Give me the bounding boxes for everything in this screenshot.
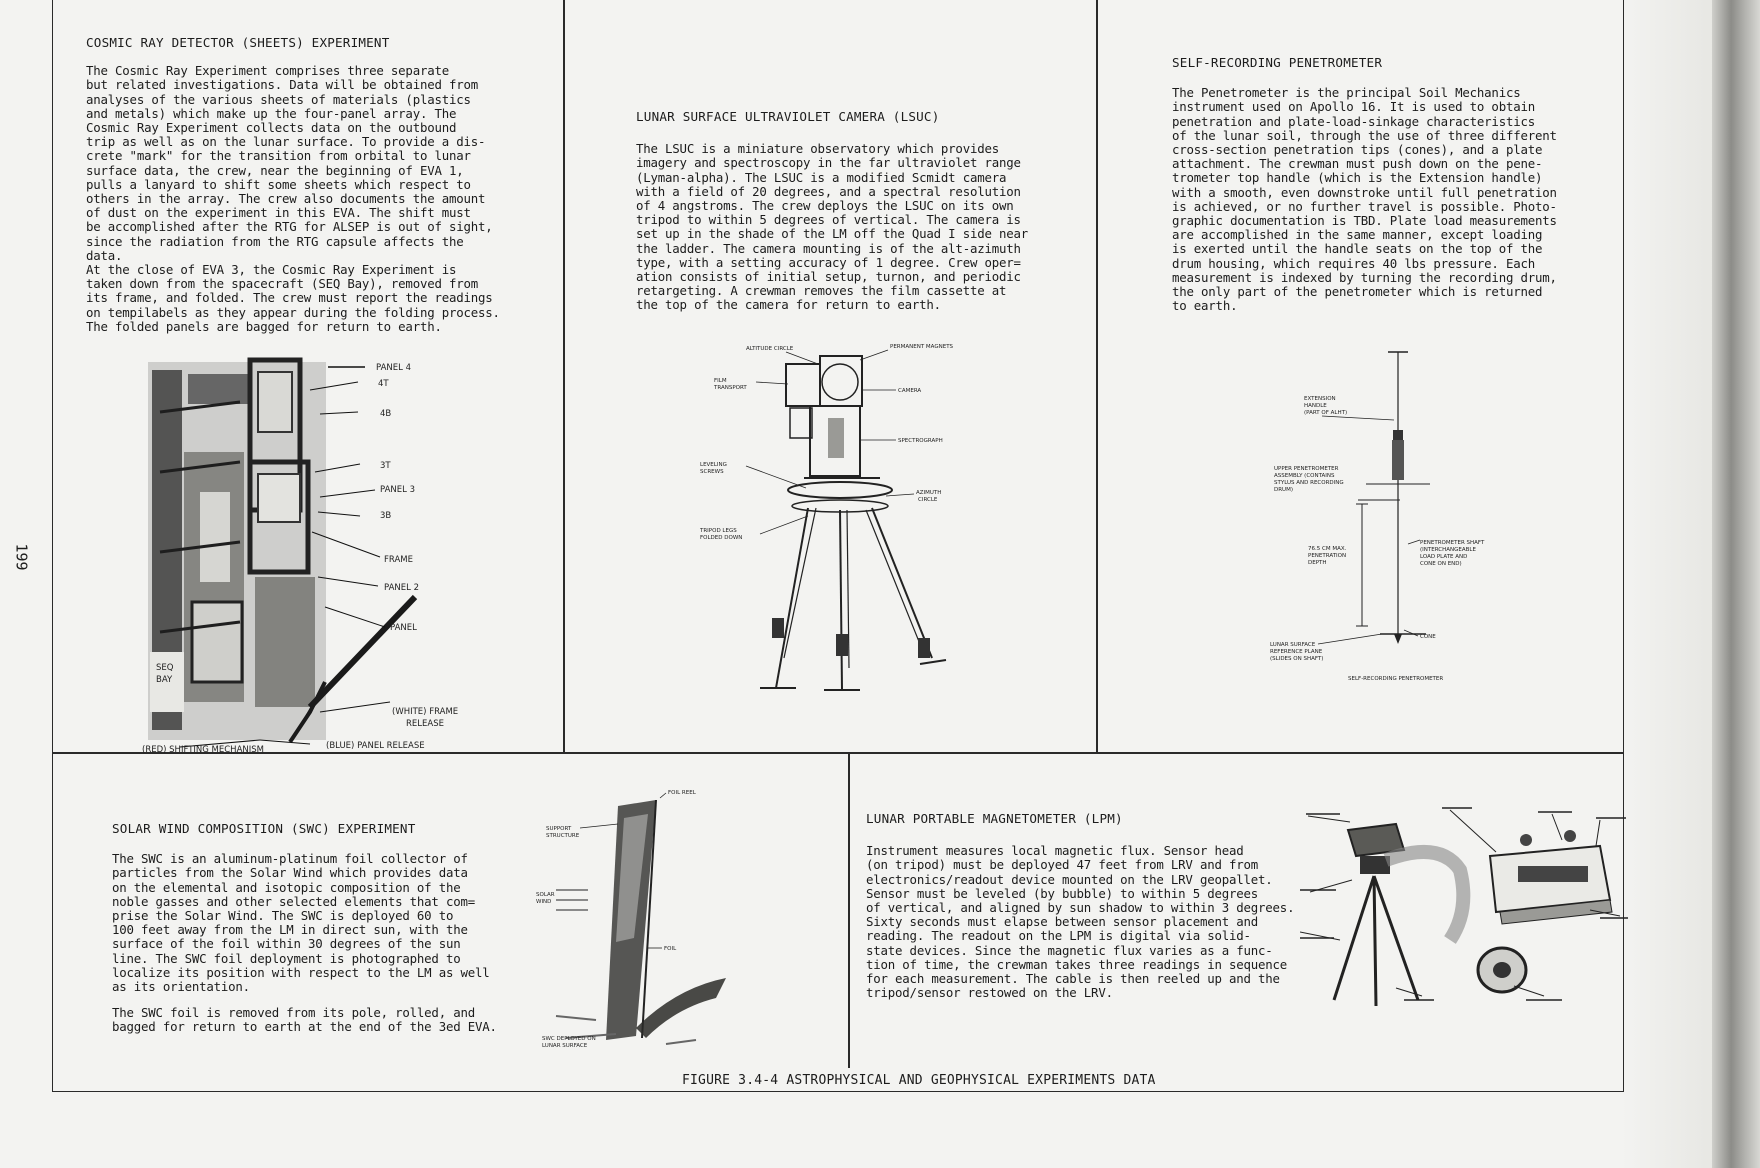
label-tripod-1: TRIPOD LEGS — [700, 528, 737, 534]
label-azimuth-1: AZIMUTH — [916, 490, 942, 496]
label-film-1: FILM — [714, 378, 727, 384]
label-deployed-1: SWC DEPLOYED ON — [542, 1036, 596, 1042]
label-depth-2: PENETRATION — [1308, 553, 1347, 559]
divider-col1 — [563, 0, 565, 752]
label-camera: CAMERA — [898, 388, 922, 394]
label-3t: 3T — [380, 461, 391, 471]
swc-title: SOLAR WIND COMPOSITION (SWC) EXPERIMENT — [112, 821, 416, 836]
swc-section — [112, 822, 552, 1035]
label-altitude-circle: ALTITUDE CIRCLE — [746, 346, 794, 352]
label-ref-2: REFERENCE PLANE — [1270, 649, 1323, 655]
label-shaft-4: CONE ON END) — [1420, 561, 1462, 567]
label-ref-1: LUNAR SURFACE — [1270, 642, 1316, 648]
label-upper-2: ASSEMBLY (CONTAINS — [1274, 473, 1335, 479]
swc-para2: The SWC foil is removed from its pole, rolled, and bagged for return to earth at the end of the 3ed EVA. — [112, 1005, 497, 1035]
lsuc-figure — [700, 338, 970, 693]
label-shaft-3: LOAD PLATE AND — [1420, 554, 1468, 560]
label-panel: PANEL — [390, 623, 417, 633]
label-spectrograph: SPECTROGRAPH — [898, 438, 943, 444]
label-upper-3: STYLUS AND RECORDING — [1274, 480, 1344, 486]
cosmic-ray-title: COSMIC RAY DETECTOR (SHEETS) EXPERIMENT — [86, 35, 390, 50]
label-shaft-1: PENETROMETER SHAFT — [1420, 540, 1485, 546]
cosmic-ray-para1: The Cosmic Ray Experiment comprises three separate but related investigations. Data will be obtained from analyses of the various sheets of materials (plastics and metals) which make up the four-panel array. The Cosmic Ray Experiment collects data on the outbound trip as well as on the lunar surface. To provide a dis- crete "mark" for the transition from orbital to lunar surface data, the crew, near the beginning of EVA 1, pulls a lanyard to shift some sheets which respect to others in the array. The crew also documents the amount of dust on the experiment in this EVA. The shift must be accomplished after the RTG for ALSEP is out of sight, since the radiation from the RTG capsule affects the data. — [86, 63, 493, 263]
label-white-frame: (WHITE) FRAME — [392, 707, 459, 717]
label-ext-2: HANDLE — [1304, 403, 1327, 409]
cosmic-ray-figure — [140, 352, 470, 757]
label-deployed-2: LUNAR SURFACE — [542, 1043, 588, 1049]
page-edge — [1622, 0, 1714, 1168]
label-3b: 3B — [380, 511, 392, 521]
label-frame: FRAME — [384, 555, 413, 565]
label-shaft-2: (INTERCHANGEABLE — [1420, 547, 1476, 553]
lpm-title: LUNAR PORTABLE MAGNETOMETER (LPM) — [866, 811, 1123, 826]
penetrometer-para1: The Penetrometer is the principal Soil Mechanics instrument used on Apollo 16. It is used to obtain penetration and plate-load-sinkage characteristics of the lunar soil, through the use of three different cross-section penetration tips (cones), and a plate attachment. The crewman must push down on the pene- trometer top handle (which is the Extension handle) with a smooth, even downstroke until full penetration is achieved, or no further travel is possible. Photo- graphic documentation is TBD. Plate load measurements are accomplished in the same manner, except loading is exerted until the handle seats on the top of the drum housing, which requires 40 lbs pressure. Each measurement is indexed by turning the recording drum, the only part of the penetrometer which is returned to earth. — [1172, 85, 1557, 314]
lsuc-title: LUNAR SURFACE ULTRAVIOLET CAMERA (LSUC) — [636, 109, 940, 124]
label-panel4: PANEL 4 — [376, 363, 411, 373]
label-film-2: TRANSPORT — [714, 385, 747, 391]
cosmic-ray-section — [86, 36, 556, 334]
label-release: RELEASE — [406, 719, 444, 729]
label-support-1: SUPPORT — [546, 826, 572, 832]
cosmic-ray-para2: At the close of EVA 3, the Cosmic Ray Experiment is taken down from the spacecraft (SEQ Bay), removed from its frame, and folded. The crew must report the readings on tempilabels as they appear during the folding process. The folded panels are bagged for return to earth. — [86, 262, 500, 334]
label-seq: SEQ — [156, 663, 174, 673]
binding-shadow — [1712, 0, 1760, 1168]
label-leveling-1: LEVELING — [700, 462, 727, 468]
label-permanent-magnets: PERMANENT MAGNETS — [890, 344, 954, 350]
label-wind: WIND — [536, 899, 552, 905]
lsuc-para1: The LSUC is a miniature observatory which provides imagery and spectroscopy in the far ultraviolet range (Lyman-alpha). The LSUC is a modified Scmidt camera with a field of 20 degrees, and a spectral resolution of 4 angstroms. The crew deploys the LSUC on its own tripod to within 5 degrees of vertical. The camera is set up in the shade of the LM off the Quad I side near the ladder. The camera mounting is of the alt-azimuth type, with a setting accuracy of 1 degree. Crew oper= ation consists of initial setup, turnon, and periodic retargeting. A crewman removes the film cassette at the top of the camera for return to earth. — [636, 141, 1029, 313]
penetrometer-figure — [1270, 344, 1510, 686]
figure-caption: FIGURE 3.4-4 ASTROPHYSICAL AND GEOPHYSICAL EXPERIMENTS DATA — [682, 1073, 1156, 1088]
label-depth-1: 76.5 CM MAX. — [1308, 546, 1347, 552]
label-shifting: (RED) SHIFTING MECHANISM — [142, 745, 264, 755]
label-ref-3: (SLIDES ON SHAFT) — [1270, 656, 1324, 662]
label-depth-3: DEPTH — [1308, 560, 1327, 566]
label-panel3: PANEL 3 — [380, 485, 415, 495]
label-foil-reel: FOIL REEL — [668, 790, 696, 796]
penetrometer-title: SELF-RECORDING PENETROMETER — [1172, 55, 1383, 70]
penetrometer-section — [1172, 56, 1612, 313]
lsuc-section — [636, 110, 1086, 313]
lpm-para1: Instrument measures local magnetic flux. Sensor head (on tripod) must be deployed 47 feet from LRV and from electronics/readout device mounted on the LRV geopallet. Sensor must be leveled (by bubble) to within 5 degrees of vertical, and aligned by sun shadow to within 3 degrees. Sixty seconds must elapse between sensor placement and reading. The readout on the LPM is digital via solid- state devices. Since the magnetic flux varies as a func- tion of time, the crewman takes three readings in sequence for each measurement. The cable is then reeled up and the tripod/sensor restowed on the LRV. — [866, 843, 1295, 1001]
lpm-figure — [1300, 800, 1630, 1020]
label-solar: SOLAR — [536, 892, 555, 898]
label-ext-1: EXTENSION — [1304, 396, 1336, 402]
label-panel2: PANEL 2 — [384, 583, 419, 593]
swc-figure — [536, 788, 736, 1056]
divider-col2 — [1096, 0, 1098, 752]
label-4b: 4B — [380, 409, 392, 419]
label-support-2: STRUCTURE — [546, 833, 580, 839]
label-leveling-2: SCREWS — [700, 469, 724, 475]
label-foil: FOIL — [664, 946, 677, 952]
lpm-section — [866, 812, 1316, 1000]
label-azimuth-2: CIRCLE — [918, 497, 938, 503]
label-upper-4: DRUM) — [1274, 487, 1293, 493]
label-blue-release: (BLUE) PANEL RELEASE — [326, 741, 425, 751]
page-number: 199 — [12, 543, 31, 571]
label-4t: 4T — [378, 379, 389, 389]
label-pen-caption: SELF-RECORDING PENETROMETER — [1348, 676, 1444, 682]
divider-bottom — [848, 752, 850, 1068]
label-upper-1: UPPER PENETROMETER — [1274, 466, 1339, 472]
label-tripod-2: FOLDED DOWN — [700, 535, 743, 541]
label-ext-3: (PART OF ALHT) — [1304, 410, 1348, 416]
label-cone: CONE — [1420, 634, 1436, 640]
swc-para1: The SWC is an aluminum-platinum foil collector of particles from the Solar Wind which provides data on the elemental and isotopic composition of the noble gasses and other selected elements that com= prise the Solar Wind. The SWC is deployed 60 to 100 feet away from the LM in direct sun, with the surface of the foil within 30 degrees of the sun line. The SWC foil deployment is photographed to localize its position with respect to the LM as well as its orientation. — [112, 851, 490, 995]
label-bay: BAY — [156, 675, 173, 685]
